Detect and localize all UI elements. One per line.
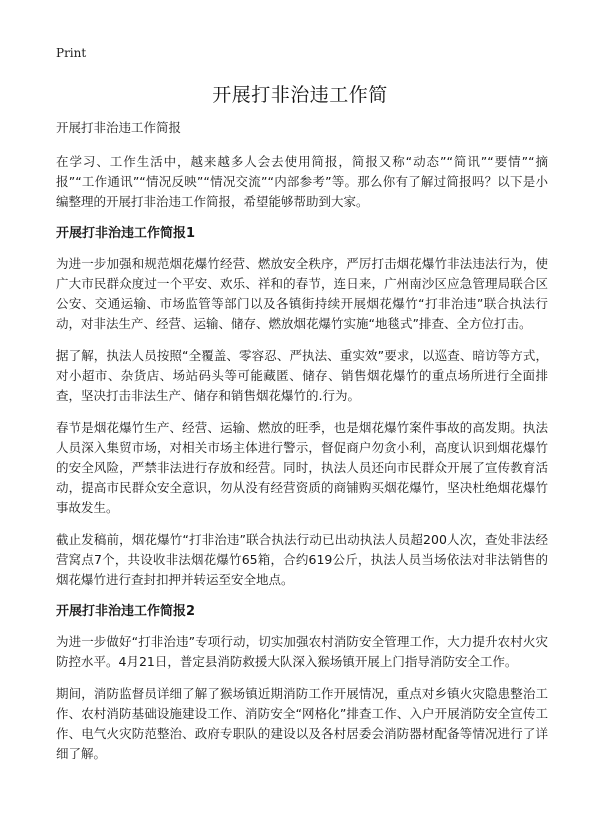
section1-paragraph-1: 为进一步加强和规范烟花爆竹经营、燃放安全秩序，严厉打击烟花爆竹非法违法行为，使广大市民群众度过一个平安、欢乐、祥和的春节，连日来，广州南沙区应急管理局联合区公安、交通运输、市场监管等部门以及各镇街持续开展烟花爆竹“打非治违”联合执法行动，对非法生产、经营、运输、储存、燃放烟花爆竹实施“地毯式”排查、全方位打击。 [56,256,548,331]
section-heading-2: 开展打非治违工作简报2 [56,604,196,619]
document-subtitle: 开展打非治违工作简报 [56,120,182,135]
intro-paragraph: 在学习、工作生活中，越来越多人会去使用简报，简报又称“动态”“简讯”“要情”“摘报”“工作通讯”“情况反映”“情况交流”“内部参考”等。那么你有了解过简报吗？以下是小编整理的开展打非治违工作简报，希望能够帮助到大家。 [56,154,548,209]
section1-paragraph-3: 春节是烟花爆竹生产、经营、运输、燃放的旺季，也是烟花爆竹案件事故的高发期。执法人员深入集贸市场，对相关市场主体进行警示，督促商户勿贪小利，高度认识到烟花爆竹的安全风险，严禁非法进行存放和经营。同时，执法人员还向市民群众开展了宣传教育活动，提高市民群众安全意识，勿从没有经营资质的商铺购买烟花爆竹，坚决杜绝烟花爆竹事故发生。 [56,420,548,515]
section1-paragraph-2: 据了解，执法人员按照“全覆盖、零容忍、严执法、重实效”要求，以巡查、暗访等方式，对小超市、杂货店、场站码头等可能藏匿、储存、销售烟花爆竹的重点场所进行全面排查，坚决打击非法生产、储存和销售烟花爆竹的.行为。 [56,348,548,403]
document-body [56,118,548,776]
section2-paragraph-2: 期间，消防监督员详细了解了猴场镇近期消防工作开展情况，重点对乡镇火灾隐患整治工作、农村消防基础设施建设工作、消防安全“网格化”排查工作、入户开展消防安全宣传工作、电气火灾防范整治、政府专职队的建设以及各村居委会消防器材配备等情况进行了详细了解。 [56,686,548,761]
page-title: 开展打非治违工作简 [212,84,388,106]
print-link[interactable]: Print [56,46,87,60]
section-heading-1: 开展打非治违工作简报1 [56,226,196,241]
section2-paragraph-1: 为进一步做好“打非治违”专项行动，切实加强农村消防安全管理工作，大力提升农村火灾防控水平。4月21日，普定县消防救援大队深入猴场镇开展上门指导消防安全工作。 [56,634,548,669]
section1-paragraph-4: 截止发稿前，烟花爆竹“打非治违”联合执法行动已出动执法人员超200人次，查处非法经营窝点7个，共设收非法烟花爆竹65箱，合约619公斤，执法人员当场依法对非法销售的烟花爆竹进行查封扣押并转运至安全地点。 [56,532,548,587]
